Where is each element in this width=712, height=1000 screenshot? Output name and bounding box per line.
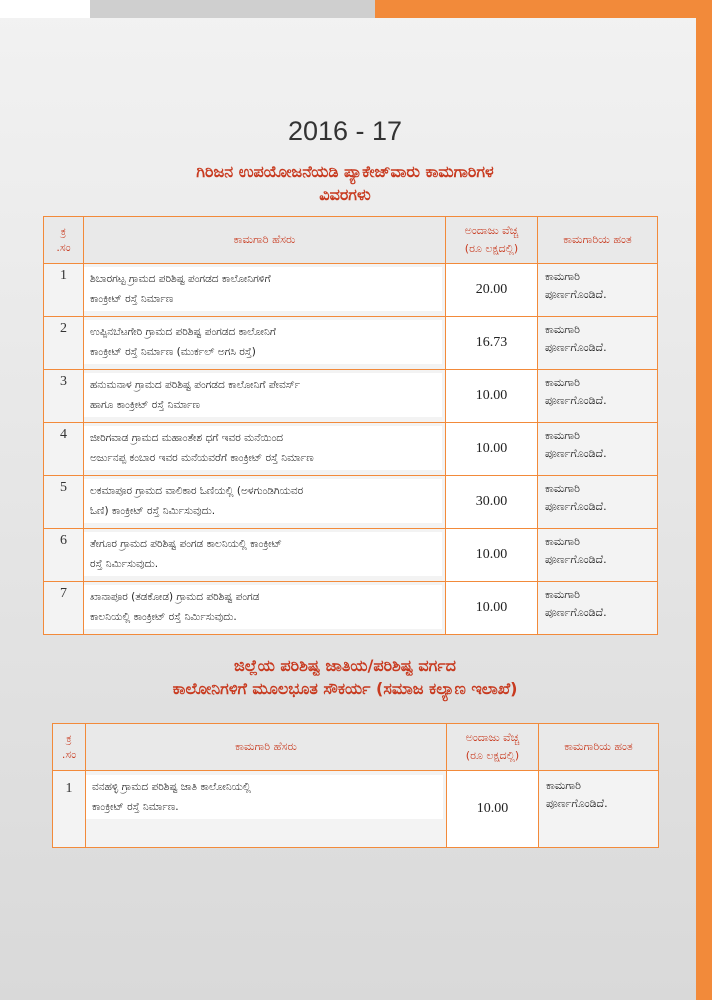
serial-number: 3: [44, 370, 84, 423]
work-status: ಕಾಮಗಾರಿ ಪೂರ್ಣಗೊಂಡಿದೆ.: [538, 264, 658, 317]
estimated-cost: 10.00: [446, 582, 538, 635]
work-name: ಜೀರಿಗವಾಡ ಗ್ರಾಮದ ಮಹಾಂತೇಶ ಧಗೆ ಇವರ ಮನೆಯಿಂದ ಅರ್ಜುನಪ್ಪ ಕಂಬಾರ ಇವರ ಮನೆಯವರೆಗೆ ಕಾಂಕ್ರೀಟ್ ರಸ್ತೆ ನಿರ್ಮಾಣ: [84, 423, 446, 476]
table-row: [53, 771, 659, 848]
estimated-cost: 16.73: [446, 317, 538, 370]
social-welfare-works-table: [52, 723, 659, 848]
table-row: [44, 264, 658, 317]
heading-line: ಕಾಲೋನಿಗಳಿಗೆ ಮೂಲಭೂತ ಸೌಕರ್ಯ (ಸಮಾಜ ಕಲ್ಯಾಣ ಇಲಾಖೆ): [172, 679, 518, 698]
page-year: 2016 - 17: [287, 116, 403, 146]
section-heading-tribal-works: [0, 160, 690, 206]
work-status: ಕಾಮಗಾರಿ ಪೂರ್ಣಗೊಂಡಿದೆ.: [538, 370, 658, 423]
col-header-work-name: ಕಾಮಗಾರಿ ಹೆಸರು: [86, 724, 447, 771]
serial-number: 4: [44, 423, 84, 476]
serial-number: 7: [44, 582, 84, 635]
estimated-cost: 10.00: [447, 771, 539, 848]
work-status: ಕಾಮಗಾರಿ ಪೂರ್ಣಗೊಂಡಿದೆ.: [538, 476, 658, 529]
serial-number: 5: [44, 476, 84, 529]
work-name: ಖಾನಾಪೂರ (ತಡಕೋಡ) ಗ್ರಾಮದ ಪರಿಶಿಷ್ಟ ಪಂಗಡ ಕಾಲನಿಯಲ್ಲಿ ಕಾಂಕ್ರೀಟ್ ರಸ್ತೆ ನಿರ್ಮಿಸುವುದು.: [84, 582, 446, 635]
serial-number: 1: [44, 264, 84, 317]
work-name: ಉಪ್ಪಿನಬೆಟಗೇರಿ ಗ್ರಾಮದ ಪರಿಶಿಷ್ಟ ಪಂಗಡದ ಕಾಲೋನಿಗೆ ಕಾಂಕ್ರೀಟ್ ರಸ್ತೆ ನಿರ್ಮಾಣ (ಮುರ್ಕಲ್ ಅಗಸಿ ರಸ್ತೆ): [84, 317, 446, 370]
work-status: ಕಾಮಗಾರಿ ಪೂರ್ಣಗೊಂಡಿದೆ.: [538, 582, 658, 635]
col-header-estimated-cost: ಅಂದಾಜು ವೆಚ್ಚ (ರೂ ಲಕ್ಷದಲ್ಲಿ): [446, 217, 538, 264]
table-header-row: [53, 724, 659, 771]
table-row: [44, 476, 658, 529]
table-row: [44, 317, 658, 370]
col-header-work-status: ಕಾಮಗಾರಿಯ ಹಂತ: [539, 724, 659, 771]
heading-line: ಜಿಲ್ಲೆಯ ಪರಿಶಿಷ್ಟ ಜಾತಿಯ/ಪರಿಶಿಷ್ಟ ವರ್ಗದ: [234, 656, 456, 675]
work-name: ಲಕಮಾಪೂರ ಗ್ರಾಮದ ವಾಲಿಕಾರ ಓಣಿಯಲ್ಲಿ (ಅಳಗುಂಡಿಗಿಯವರ ಓಣಿ) ಕಾಂಕ್ರೀಟ್ ರಸ್ತೆ ನಿರ್ಮಿಸುವುದು.: [84, 476, 446, 529]
serial-number: 6: [44, 529, 84, 582]
table-row: [44, 423, 658, 476]
work-name: ವನಹಳ್ಳಿ ಗ್ರಾಮದ ಪರಿಶಿಷ್ಟ ಜಾತಿ ಕಾಲೋನಿಯಲ್ಲಿ ಕಾಂಕ್ರೀಟ್ ರಸ್ತೆ ನಿರ್ಮಾಣ.: [86, 771, 447, 848]
heading-line: ವಿವರಗಳು: [319, 185, 371, 204]
estimated-cost: 20.00: [446, 264, 538, 317]
heading-line: ಗಿರಿಜನ ಉಪಯೋಜನೆಯಡಿ ಪ್ಯಾಕೇಜ್‌ವಾರು ಕಾಮಗಾರಿಗಳ: [196, 162, 494, 181]
estimated-cost: 30.00: [446, 476, 538, 529]
top-band-grey: [90, 0, 375, 18]
table-row: [44, 529, 658, 582]
estimated-cost: 10.00: [446, 423, 538, 476]
col-header-work-name: ಕಾಮಗಾರಿ ಹೆಸರು: [84, 217, 446, 264]
table-row: [44, 582, 658, 635]
tribal-works-table: [43, 216, 658, 635]
serial-number: 2: [44, 317, 84, 370]
work-name: ತೇಗೂರ ಗ್ರಾಮದ ಪರಿಶಿಷ್ಟ ಪಂಗಡ ಕಾಲನಿಯಲ್ಲಿ ಕಾಂಕ್ರೀಟ್ ರಸ್ತೆ ನಿರ್ಮಿಸುವುದು.: [84, 529, 446, 582]
right-accent-strip: [696, 18, 712, 1000]
col-header-serial: ಕ್ರ .ಸಂ: [53, 724, 86, 771]
table-header-row: [44, 217, 658, 264]
section-heading-sc-st-colonies: [0, 654, 690, 700]
col-header-serial: ಕ್ರ .ಸಂ: [44, 217, 84, 264]
top-band-orange: [375, 0, 712, 18]
top-band-white: [0, 0, 90, 18]
estimated-cost: 10.00: [446, 529, 538, 582]
work-status: ಕಾಮಗಾರಿ ಪೂರ್ಣಗೊಂಡಿದೆ.: [538, 423, 658, 476]
work-status: ಕಾಮಗಾರಿ ಪೂರ್ಣಗೊಂಡಿದೆ.: [538, 529, 658, 582]
table-row: [44, 370, 658, 423]
estimated-cost: 10.00: [446, 370, 538, 423]
serial-number: 1: [53, 771, 86, 848]
work-name: ಹನುಮನಾಳ ಗ್ರಾಮದ ಪರಿಶಿಷ್ಟ ಪಂಗಡದ ಕಾಲೋನಿಗೆ ಪೇವರ್ಸ್ ಹಾಗೂ ಕಾಂಕ್ರೀಟ್ ರಸ್ತೆ ನಿರ್ಮಾಣ: [84, 370, 446, 423]
work-status: ಕಾಮಗಾರಿ ಪೂರ್ಣಗೊಂಡಿದೆ.: [539, 771, 659, 848]
work-name: ಶಿಬಾರಗಟ್ಟ ಗ್ರಾಮದ ಪರಿಶಿಷ್ಟ ಪಂಗಡದ ಕಾಲೋನಿಗಳಿಗೆ ಕಾಂಕ್ರೀಟ್ ರಸ್ತೆ ನಿರ್ಮಾಣ: [84, 264, 446, 317]
work-status: ಕಾಮಗಾರಿ ಪೂರ್ಣಗೊಂಡಿದೆ.: [538, 317, 658, 370]
col-header-estimated-cost: ಅಂದಾಜು ವೆಚ್ಚ (ರೂ ಲಕ್ಷದಲ್ಲಿ): [447, 724, 539, 771]
col-header-work-status: ಕಾಮಗಾರಿಯ ಹಂತ: [538, 217, 658, 264]
